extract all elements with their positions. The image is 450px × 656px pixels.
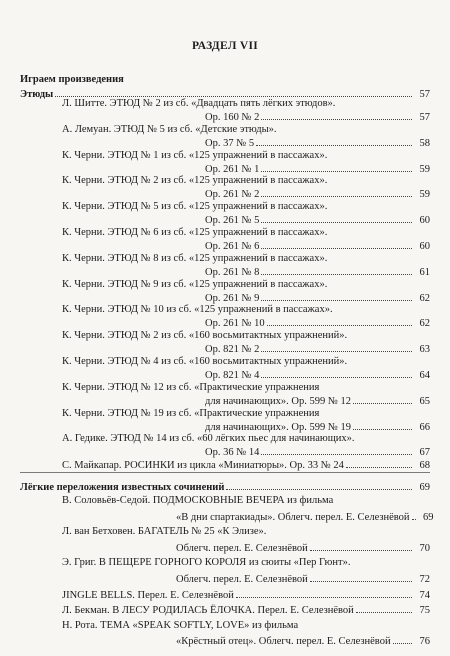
page-number: 64: [419, 369, 430, 381]
toc-entry: [62, 355, 430, 369]
part1-subtitle: Этюды: [20, 89, 54, 100]
toc-entry: [205, 342, 430, 356]
section-title: РАЗДЕЛ VII: [191, 40, 259, 52]
toc-entry-text: Op. 261 № 9: [205, 292, 260, 304]
toc-entry-text: Op. 821 № 4: [205, 369, 260, 381]
page-number: 74: [419, 589, 430, 601]
page-number: 69: [423, 511, 434, 523]
leader-dots: [55, 87, 412, 97]
toc-entry: [176, 510, 434, 524]
page-number: 60: [419, 215, 430, 227]
toc-entry: [62, 123, 430, 137]
leader-dots: [353, 420, 412, 430]
part1-title: Играем произведения: [20, 74, 124, 85]
toc-entry-text: К. Черни. ЭТЮД № 8 из сб. «125 упражнений в пассажах».: [62, 252, 328, 264]
toc-entry-text: Op. 261 № 10: [205, 318, 265, 330]
toc-entry: [205, 368, 430, 382]
toc-entry-text: К. Черни. ЭТЮД № 2 из сб. «160 восьмитактных упражнений».: [62, 330, 348, 342]
leader-dots: [310, 541, 412, 551]
leader-dots: [236, 588, 412, 598]
toc-entry-text: А. Гедике. ЭТЮД № 14 из сб. «60 лёгких пьес для начинающих».: [62, 433, 355, 445]
toc-entry: [176, 541, 430, 555]
leader-dots: [261, 162, 412, 172]
toc-entry-text: Op. 261 № 2: [205, 189, 260, 201]
leader-dots: [261, 368, 412, 378]
toc-entry: [62, 381, 430, 395]
toc-entry: [205, 420, 430, 434]
leader-dots: [261, 110, 412, 120]
toc-entry-text: Op. 261 № 8: [205, 266, 260, 278]
toc-entry: [62, 226, 430, 240]
toc-entry-text: К. Черни. ЭТЮД № 9 из сб. «125 упражнений в пассажах».: [62, 278, 328, 290]
leader-dots: [261, 213, 412, 223]
toc-entry: [205, 213, 430, 227]
page-number: 68: [419, 460, 430, 472]
toc-entry: [205, 316, 430, 330]
toc-entry-text: «Крёстный отец». Облегч. перел. Е. Селезнёвой: [176, 636, 391, 648]
leader-dots: [261, 445, 412, 455]
toc-entry: [62, 149, 430, 163]
toc-entry: [205, 291, 430, 305]
part2-title: Лёгкие переложения известных сочинений: [20, 482, 225, 493]
page-number: 66: [419, 421, 430, 433]
leader-dots: [261, 291, 412, 301]
leader-dots: [261, 342, 412, 352]
toc-entry-text: К. Черни. ЭТЮД № 12 из сб. «Практические упражнения: [62, 381, 320, 393]
part2-title-line: [20, 480, 430, 494]
toc-entry: [62, 252, 430, 266]
toc-entry-text: для начинающих». Op. 599 № 19: [205, 421, 351, 433]
toc-entry: [62, 525, 430, 539]
leader-dots: [261, 265, 412, 275]
toc-entry-text: Л. Бекман. В ЛЕСУ РОДИЛАСЬ ЁЛОЧКА. Перел. Е. Селезнёвой: [62, 605, 354, 617]
page-number: 62: [419, 318, 430, 330]
toc-entry-text: для начинающих». Op. 599 № 12: [205, 395, 351, 407]
toc-entry: [205, 162, 430, 176]
leader-dots: [356, 603, 412, 613]
page-number: 57: [419, 89, 430, 100]
toc-entry: [62, 174, 430, 188]
toc-entry-text: Op. 261 № 1: [205, 163, 260, 175]
page-number: 57: [419, 111, 430, 123]
page-number: 63: [419, 344, 430, 356]
toc-entry: [205, 187, 430, 201]
page-number: 61: [419, 266, 430, 278]
toc-entry-text: Н. Рота. ТЕМА «SPEAK SOFTLY, LOVE» из фильма: [62, 619, 299, 631]
toc-entry: [62, 603, 430, 617]
toc-entry-text: JINGLE BELLS. Перел. Е. Селезнёвой: [62, 589, 234, 601]
toc-entry: [62, 556, 430, 570]
toc-entry-text: К. Черни. ЭТЮД № 6 из сб. «125 упражнений в пассажах».: [62, 227, 328, 238]
toc-entry-text: Op. 37 № 5: [205, 137, 255, 149]
toc-entry-text: К. Черни. ЭТЮД № 1 из сб. «125 упражнений в пассажах».: [62, 149, 328, 161]
page-number: 72: [419, 574, 430, 585]
toc-entry-text: Op. 261 № 6: [205, 240, 260, 252]
toc-entry-text: Op. 821 № 2: [205, 344, 260, 356]
toc-entry: [62, 432, 430, 446]
toc-entry-text: Op. 261 № 5: [205, 215, 260, 227]
leader-dots: [267, 316, 412, 326]
leader-dots: [310, 572, 412, 582]
toc-entry: [205, 239, 430, 253]
toc-entry: [62, 588, 430, 602]
toc-entry-text: Облегч. перел. Е. Селезнёвой: [176, 542, 308, 554]
leader-dots: [412, 510, 416, 520]
page-number: 67: [419, 447, 430, 459]
toc-entry: [62, 329, 430, 343]
toc-entry-text: Op. 36 № 14: [205, 447, 260, 459]
toc-entry-text: Л. ван Бетховен. БАГАТЕЛЬ № 25 «К Элизе».: [62, 526, 267, 538]
toc-entry-text: Л. Шитте. ЭТЮД № 2 из сб. «Двадцать пять лёгких этюдов».: [62, 98, 336, 109]
page-number: 76: [419, 636, 430, 648]
page-number: 59: [419, 189, 430, 201]
page-number: 60: [419, 240, 430, 252]
leader-dots: [226, 480, 412, 490]
leader-dots: [393, 634, 412, 644]
section-divider: [20, 472, 430, 473]
page-number: 75: [419, 605, 430, 617]
toc-entry-text: К. Черни. ЭТЮД № 4 из сб. «160 восьмитактных упражнений».: [62, 356, 348, 367]
toc-entry: [62, 619, 430, 633]
toc-entry-text: Op. 160 № 2: [205, 111, 260, 123]
page-number: 58: [419, 137, 430, 149]
page-number: 59: [419, 163, 430, 175]
toc-entry-text: А. Лемуан. ЭТЮД № 5 из сб. «Детские этюды».: [62, 123, 277, 135]
leader-dots: [353, 394, 412, 404]
toc-entry-text: Э. Григ. В ПЕЩЕРЕ ГОРНОГО КОРОЛЯ из сюиты «Пер Гюнт».: [62, 557, 351, 569]
toc-entry-text: С. Майкапар. РОСИНКИ из цикла «Миниатюры». Op. 33 № 24: [62, 460, 344, 472]
page-number: 65: [419, 395, 430, 407]
toc-entry: [205, 265, 430, 279]
toc-entry: [205, 136, 430, 150]
leader-dots: [261, 187, 412, 197]
toc-entry: [205, 110, 430, 124]
leader-dots: [261, 239, 412, 249]
page-number: 69: [419, 482, 430, 493]
toc-entry: [62, 97, 430, 111]
toc-entry: [176, 634, 430, 648]
leader-dots: [256, 136, 412, 146]
toc-entry: [62, 278, 430, 292]
toc-entry: [62, 200, 430, 214]
toc-entry-text: К. Черни. ЭТЮД № 10 из сб. «125 упражнений в пассажах».: [62, 304, 333, 316]
page-number: 70: [419, 542, 430, 554]
toc-entry: [62, 407, 430, 421]
toc-entry: [62, 303, 430, 317]
toc-entry-text: В. Соловьёв-Седой. ПОДМОСКОВНЫЕ ВЕЧЕРА из фильма: [62, 495, 334, 506]
leader-dots: [346, 458, 412, 468]
page-number: 62: [419, 292, 430, 304]
toc-entry: [205, 445, 430, 459]
toc-entry-text: Облегч. перел. Е. Селезнёвой: [176, 574, 308, 585]
toc-entry-text: «В дни спартакиады». Облегч. перел. Е. Селезнёвой: [176, 511, 410, 523]
toc-entry-text: К. Черни. ЭТЮД № 5 из сб. «125 упражнений в пассажах».: [62, 201, 328, 213]
toc-entry: [176, 572, 430, 586]
toc-entry: [205, 394, 430, 408]
toc-entry: [62, 458, 430, 472]
toc-entry: [62, 494, 430, 508]
toc-entry-text: К. Черни. ЭТЮД № 19 из сб. «Практические упражнения: [62, 407, 320, 419]
toc-entry-text: К. Черни. ЭТЮД № 2 из сб. «125 упражнений в пассажах».: [62, 175, 328, 187]
